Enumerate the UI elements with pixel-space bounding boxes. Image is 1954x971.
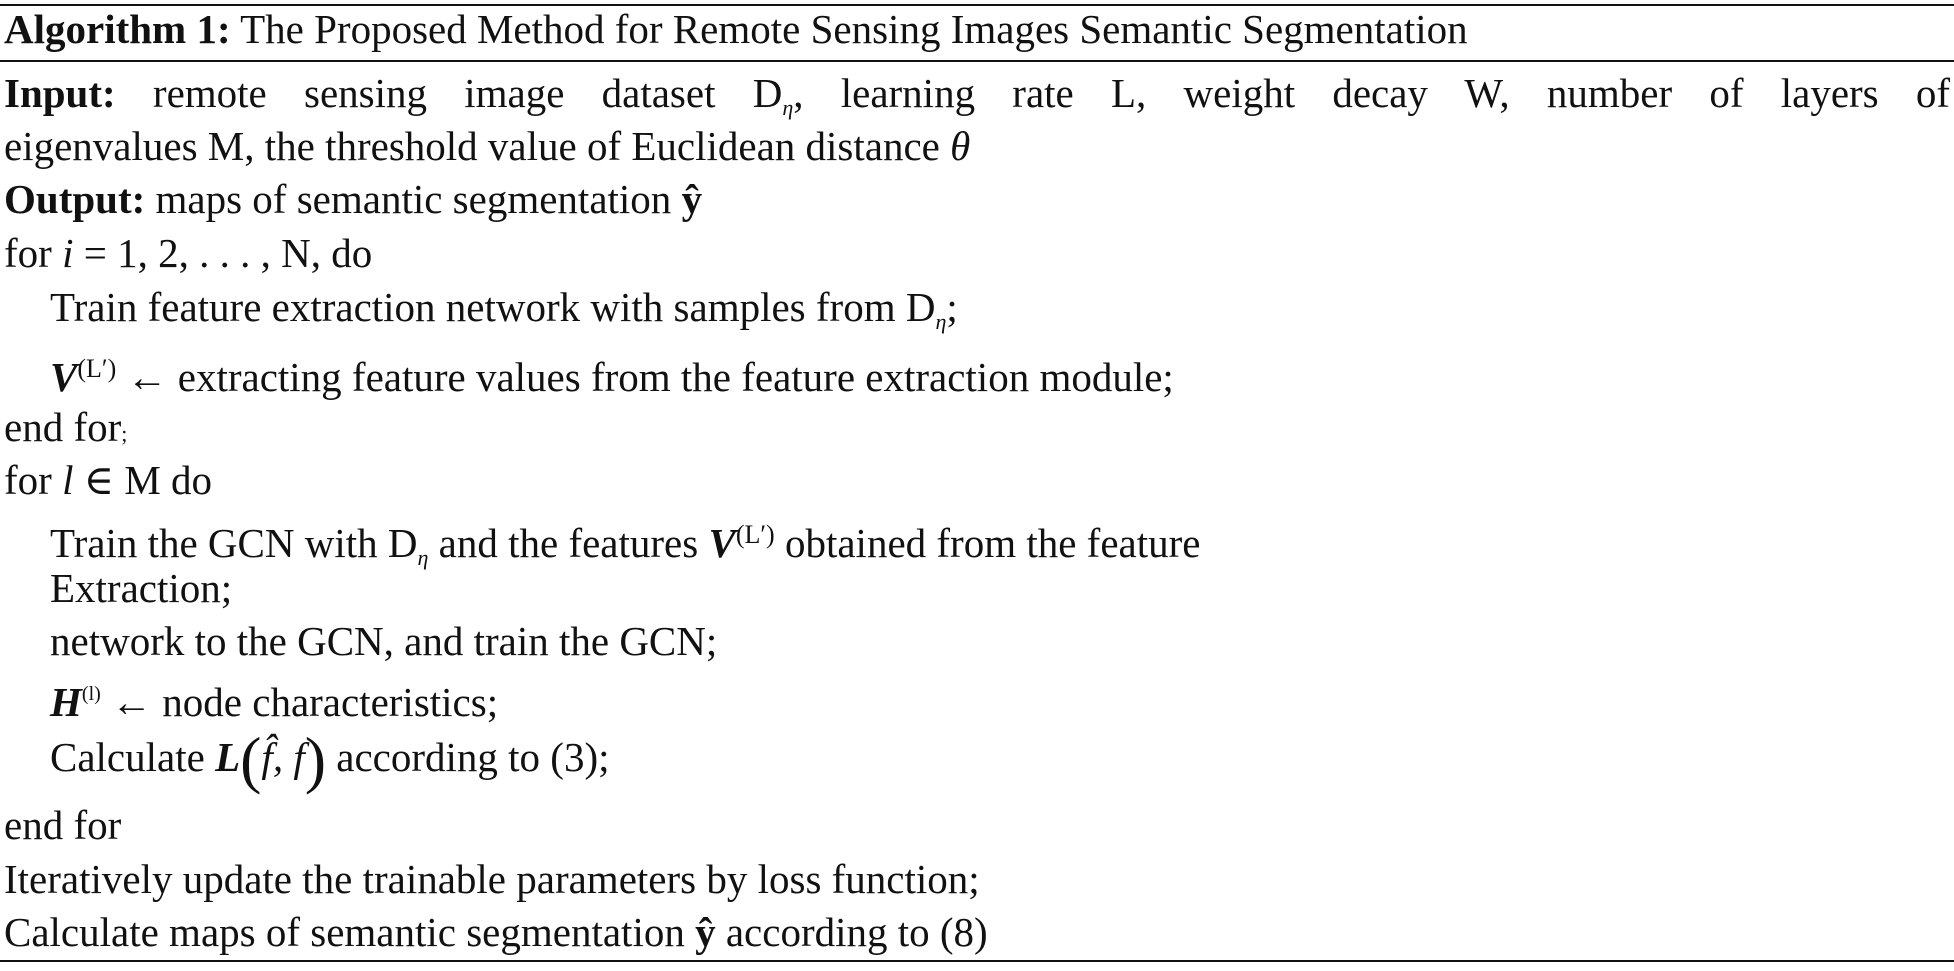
step-node-characteristics: $H^{(l)}$ ← node characteristics; — [50, 679, 499, 725]
header-rule — [0, 60, 1954, 62]
input-text-2: eigenvalues M, the threshold value of Euclidean distance — [4, 123, 951, 169]
step-extract-values: $V^{(L')}$ ← extracting feature values from the feature extraction module; — [50, 354, 1174, 400]
end-for-1: end for; — [4, 404, 128, 450]
step-train-gcn: Train the GCN with $D_\eta$ and the features $V^{(L')}$ obtained from the feature — [50, 520, 1201, 570]
loss-symbol: L — [215, 734, 241, 780]
input-line-2 — [4, 122, 970, 170]
output-text: maps of semantic segmentation — [155, 176, 682, 222]
h-symbol: H — [50, 679, 82, 725]
final-yhat: ŷ — [695, 909, 716, 955]
input-text-1: remote sensing image dataset $D_\eta$, learning rate L, weight decay W, number of layers of — [152, 70, 1951, 120]
algorithm-header — [4, 5, 1468, 53]
step-final-output: Calculate maps of semantic segmentation ŷ according to (8) — [4, 909, 988, 955]
algorithm-title: The Proposed Method for Remote Sensing Images Semantic Segmentation — [240, 6, 1468, 52]
loop-var-l: l — [62, 457, 74, 503]
yhat-symbol: ŷ — [681, 176, 703, 222]
output-label: Output: — [4, 176, 146, 222]
step-network-gcn: network to the GCN, and train the GCN; — [50, 618, 718, 664]
output-line — [4, 175, 702, 223]
step-train-feature: Train feature extraction network with samples from $D_\eta$; — [50, 284, 958, 334]
algorithm-label: Algorithm 1: — [4, 6, 231, 52]
step-extraction: Extraction; — [50, 565, 233, 611]
end-for-2: end for — [4, 802, 122, 848]
bottom-rule — [0, 960, 1954, 962]
for-loop-2: for l ∈ M do — [4, 457, 213, 503]
loss-args: f̂, f — [261, 734, 305, 780]
step-calculate-loss: Calculate L(f̂, f) according to (3); — [50, 724, 610, 795]
loop-var-i: i — [62, 230, 74, 276]
step-iterate: Iteratively update the trainable parameters by loss function; — [4, 856, 980, 902]
for-loop-1: for i = 1, 2, . . . , N, do — [4, 230, 373, 276]
theta-symbol: θ — [950, 123, 971, 169]
v-symbol: V — [50, 354, 78, 400]
input-label: Input: — [4, 70, 116, 116]
